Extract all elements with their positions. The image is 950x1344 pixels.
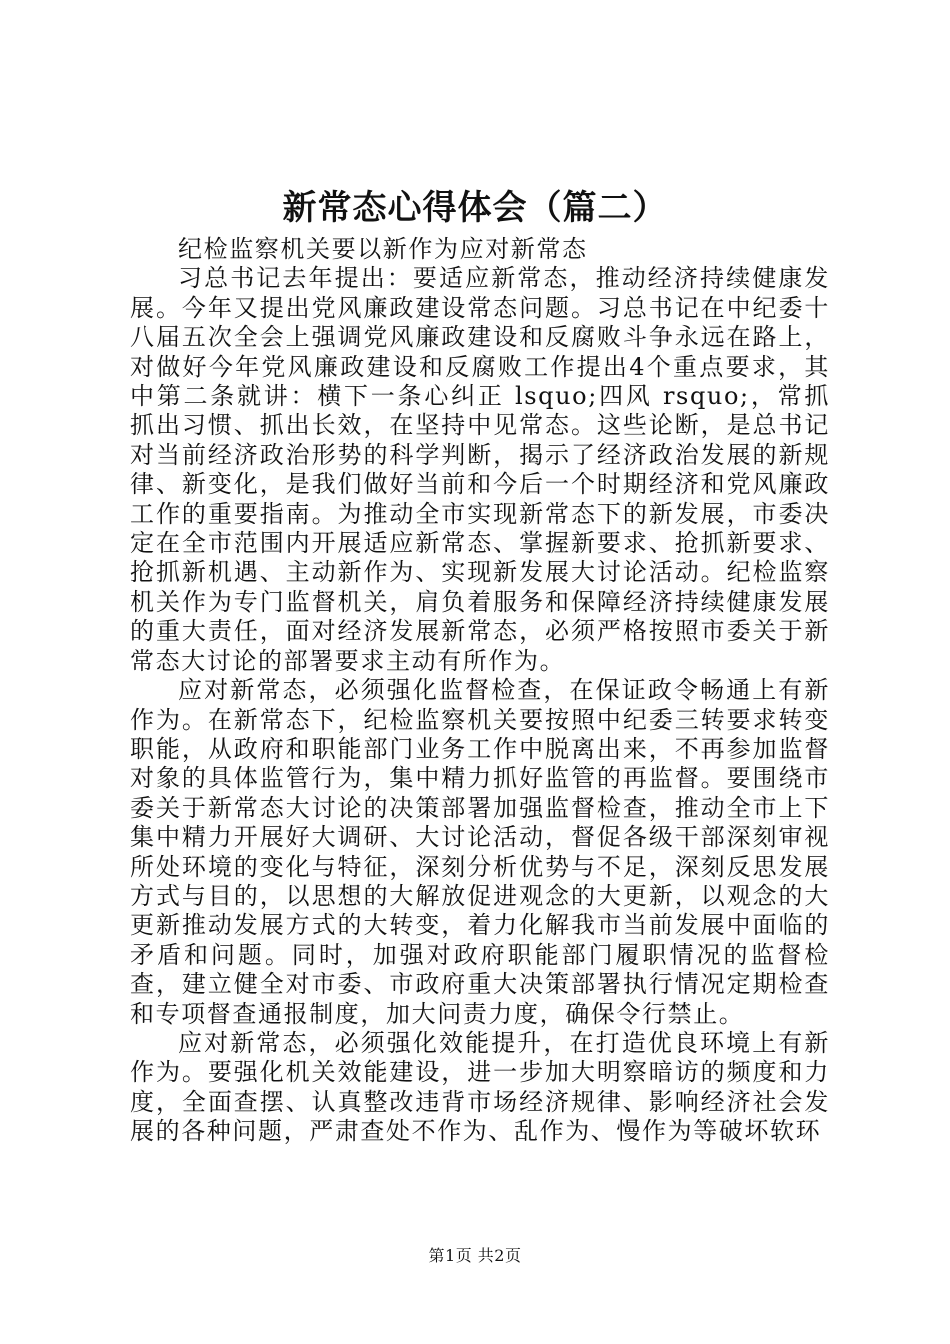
document-body [130, 235, 830, 1147]
paragraph-1: 习总书记去年提出：要适应新常态，推动经济持续健康发展。今年又提出党风廉政建设常态问题。习总书记在中纪委十八届五次全会上强调党风廉政建设和反腐败斗争永远在路上，对做好今年党风廉政建设和反腐败工作提出4个重点要求，其中第二条就讲：横下一条心纠正 lsquo;四风 rsquo;，常抓抓出习惯、抓出长效，在坚持中见常态。这些论断，是总书记对当前经济政治形势的科学判断，揭示了经济政治发展的新规律、新变化，是我们做好当前和今后一个时期经济和党风廉政工作的重要指南。为推动全市实现新常态下的新发展，市委决定在全市范围内开展适应新常态、掌握新要求、抢抓新要求、抢抓新机遇、主动新作为、实现新发展大讨论活动。纪检监察机关作为专门监督机关，肩负着服务和保障经济持续健康发展的重大责任，面对经济发展新常态，必须严格按照市委关于新常态大讨论的部署要求主动有所作为。 [130, 264, 830, 675]
page-number-footer: 第1页 共2页 [428, 1246, 522, 1265]
paragraph-3: 应对新常态，必须强化效能提升，在打造优良环境上有新作为。要强化机关效能建设，进一步加大明察暗访的频度和力度，全面查摆、认真整改违背市场经济规律、影响经济社会发展的各种问题，严肃查处不作为、乱作为、慢作为等破坏软环 [130, 1028, 830, 1146]
document-title: 新常态心得体会（篇二） [282, 188, 668, 228]
document-subtitle: 纪检监察机关要以新作为应对新常态 [178, 235, 588, 263]
paragraph-2: 应对新常态，必须强化监督检查，在保证政令畅通上有新作为。在新常态下，纪检监察机关要按照中纪委三转要求转变职能，从政府和职能部门业务工作中脱离出来，不再参加监督对象的具体监管行为，集中精力抓好监管的再监督。要围绕市委关于新常态大讨论的决策部署加强监督检查，推动全市上下集中精力开展好大调研、大讨论活动，督促各级干部深刻审视所处环境的变化与特征，深刻分析优势与不足，深刻反思发展方式与目的，以思想的大解放促进观念的大更新，以观念的大更新推动发展方式的大转变，着力化解我市当前发展中面临的矛盾和问题。同时，加强对政府职能部门履职情况的监督检查，建立健全对市委、市政府重大决策部署执行情况定期检查和专项督查通报制度，加大问责力度，确保令行禁止。 [130, 676, 830, 1028]
